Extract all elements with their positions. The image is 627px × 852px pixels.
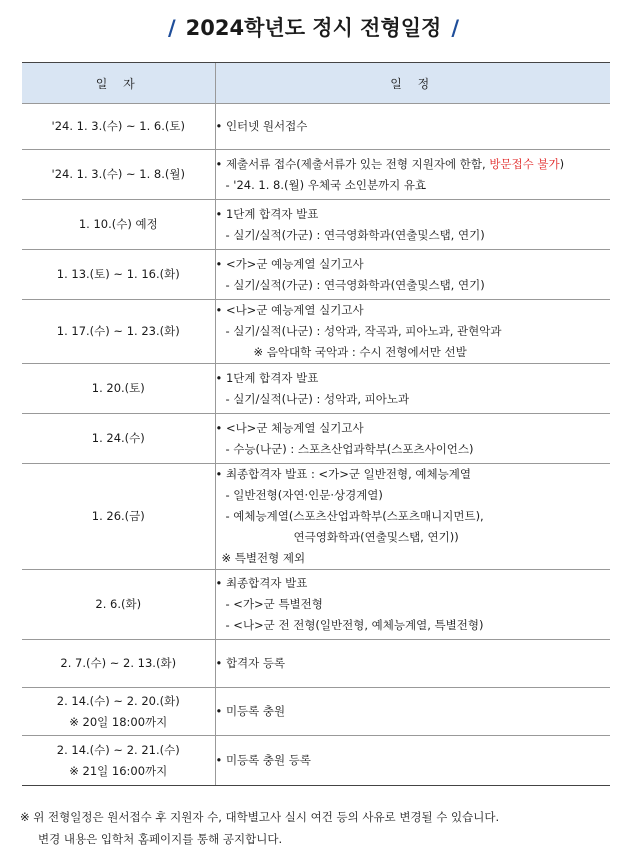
schedule-item bbox=[216, 418, 611, 439]
date-text: 2. 7.(수) ~ 2. 13.(화) bbox=[60, 656, 177, 670]
date-note: ※ 21일 16:00까지 bbox=[69, 763, 168, 778]
schedule-text: - 실기/실적(나군) : 성악과, 작곡과, 피아노과, 관현악과 bbox=[225, 324, 502, 338]
schedule-text: 연극영화학과(연출및스탭, 연기)) bbox=[293, 530, 459, 544]
row-date bbox=[22, 300, 215, 364]
row-schedule bbox=[215, 736, 610, 786]
schedule-text: - <나>군 전 전형(일반전형, 예체능계열, 특별전형) bbox=[225, 618, 484, 632]
row-date bbox=[22, 150, 215, 200]
header-date: 일 자 bbox=[22, 63, 215, 104]
schedule-text: - 실기/실적(가군) : 연극영화학과(연출및스탭, 연기) bbox=[225, 277, 485, 292]
schedule-text: - <가>군 특별전형 bbox=[225, 597, 323, 611]
date-text: '24. 1. 3.(수) ~ 1. 8.(월) bbox=[51, 167, 185, 181]
schedule-subitem bbox=[216, 275, 611, 296]
schedule-text: • 1단계 합격자 발표 bbox=[215, 206, 319, 221]
schedule-item bbox=[216, 154, 611, 175]
table-row bbox=[22, 736, 610, 786]
schedule-text: ※ 특별전형 제외 bbox=[221, 551, 306, 565]
row-schedule bbox=[215, 414, 610, 464]
table-row bbox=[22, 640, 610, 688]
table-row bbox=[22, 200, 610, 250]
schedule-item bbox=[216, 300, 611, 321]
date-text: 1. 24.(수) bbox=[91, 431, 145, 445]
date-text: 1. 20.(토) bbox=[91, 381, 145, 395]
schedule-subitem bbox=[216, 175, 611, 196]
table-row bbox=[22, 150, 610, 200]
row-date bbox=[22, 250, 215, 300]
schedule-text: - 예체능계열(스포츠산업과학부(스포츠매니지먼트), bbox=[225, 509, 484, 523]
table-row bbox=[22, 364, 610, 414]
table-row bbox=[22, 688, 610, 736]
table-row bbox=[22, 250, 610, 300]
schedule-text: • <가>군 예능계열 실기고사 bbox=[215, 256, 364, 271]
row-schedule bbox=[215, 300, 610, 364]
date-text: 2. 6.(화) bbox=[95, 597, 142, 611]
schedule-subitem bbox=[216, 485, 611, 506]
schedule-text: - 실기/실적(나군) : 성악과, 피아노과 bbox=[225, 391, 410, 406]
row-schedule bbox=[215, 250, 610, 300]
schedule-item bbox=[216, 701, 611, 722]
date-text: 2. 14.(수) ~ 2. 20.(화) bbox=[56, 693, 180, 708]
schedule-text: • 합격자 등록 bbox=[215, 656, 286, 670]
row-date bbox=[22, 640, 215, 688]
schedule-text: - 일반전형(자연·인문·상경계열) bbox=[225, 488, 383, 502]
schedule-item bbox=[216, 464, 611, 485]
schedule-text: • 1단계 합격자 발표 bbox=[215, 370, 319, 385]
date-text: 1. 10.(수) 예정 bbox=[78, 217, 158, 231]
footer-line-1: ※ 위 전형일정은 원서접수 후 지원자 수, 대학별고사 실시 여건 등의 사유로 변경될 수 있습니다. bbox=[20, 810, 500, 824]
table-row bbox=[22, 300, 610, 364]
schedule-item bbox=[216, 750, 611, 771]
table-row bbox=[22, 570, 610, 640]
warning-text: 방문접수 불가 bbox=[489, 156, 560, 171]
schedule-item bbox=[216, 254, 611, 275]
table-row bbox=[22, 464, 610, 570]
schedule-text: ※ 음악대학 국악과 : 수시 전형에서만 선발 bbox=[253, 345, 467, 359]
schedule-subitem bbox=[216, 615, 611, 636]
schedule-rows bbox=[22, 104, 610, 786]
schedule-item bbox=[216, 368, 611, 389]
table-row bbox=[22, 104, 610, 150]
row-schedule bbox=[215, 200, 610, 250]
date-text: 1. 26.(금) bbox=[91, 509, 145, 523]
footer-line-2: 변경 내용은 입학처 홈페이지를 통해 공지합니다. bbox=[38, 832, 283, 846]
schedule-item bbox=[216, 573, 611, 594]
row-schedule bbox=[215, 364, 610, 414]
table-row bbox=[22, 414, 610, 464]
schedule-item bbox=[216, 204, 611, 225]
schedule-text: • 미등록 충원 등록 bbox=[215, 753, 312, 767]
row-date bbox=[22, 364, 215, 414]
schedule-subitem bbox=[216, 594, 611, 615]
row-date bbox=[22, 200, 215, 250]
schedule-text: • <나>군 예능계열 실기고사 bbox=[215, 303, 364, 317]
row-date bbox=[22, 464, 215, 570]
schedule-subitem bbox=[216, 439, 611, 460]
row-schedule bbox=[215, 150, 610, 200]
row-schedule bbox=[215, 104, 610, 150]
schedule-item bbox=[216, 116, 611, 137]
date-text: 1. 13.(토) ~ 1. 16.(화) bbox=[56, 267, 180, 281]
row-date bbox=[22, 414, 215, 464]
date-text: '24. 1. 3.(수) ~ 1. 6.(토) bbox=[51, 119, 185, 133]
schedule-text: - 수능(나군) : 스포츠산업과학부(스포츠사이언스) bbox=[225, 441, 474, 456]
row-date bbox=[22, 688, 215, 736]
schedule-table bbox=[22, 62, 610, 786]
row-date bbox=[22, 736, 215, 786]
schedule-subitem bbox=[216, 527, 611, 548]
date-text: 2. 14.(수) ~ 2. 21.(수) bbox=[56, 742, 180, 757]
date-note: ※ 20일 18:00까지 bbox=[69, 714, 168, 729]
row-schedule bbox=[215, 464, 610, 570]
page-title bbox=[0, 12, 627, 42]
schedule-text: • 미등록 충원 bbox=[215, 704, 286, 718]
title-text: 2024학년도 정시 전형일정 bbox=[185, 16, 442, 40]
table-header-row bbox=[22, 63, 610, 104]
row-schedule bbox=[215, 688, 610, 736]
schedule-subitem bbox=[216, 321, 611, 342]
title-slash-right: / bbox=[451, 16, 459, 40]
schedule-subitem bbox=[216, 506, 611, 527]
schedule-text: • 최종합격자 발표 bbox=[215, 576, 308, 590]
schedule-subitem bbox=[216, 225, 611, 246]
schedule-text: • 제출서류 접수(제출서류가 있는 전형 지원자에 한함, bbox=[215, 156, 490, 171]
row-schedule bbox=[215, 570, 610, 640]
schedule-text: • 인터넷 원서접수 bbox=[215, 119, 308, 133]
row-schedule bbox=[215, 640, 610, 688]
schedule-text: • <나>군 체능계열 실기고사 bbox=[215, 420, 364, 435]
header-schedule: 일 정 bbox=[215, 63, 610, 104]
schedule-item bbox=[216, 653, 611, 674]
schedule-subitem bbox=[216, 342, 611, 363]
title-slash-left: / bbox=[168, 16, 176, 40]
row-date bbox=[22, 570, 215, 640]
row-date bbox=[22, 104, 215, 150]
closing-paren: ) bbox=[559, 156, 565, 171]
date-text: 1. 17.(수) ~ 1. 23.(화) bbox=[56, 324, 180, 338]
schedule-text: - 실기/실적(가군) : 연극영화학과(연출및스탭, 연기) bbox=[225, 227, 485, 242]
schedule-text: • 최종합격자 발표 : <가>군 일반전형, 예체능계열 bbox=[215, 467, 471, 481]
schedule-text: - '24. 1. 8.(월) 우체국 소인분까지 유효 bbox=[225, 177, 427, 192]
schedule-subitem bbox=[216, 389, 611, 410]
schedule-subitem bbox=[216, 548, 611, 569]
footer-note bbox=[20, 806, 620, 850]
